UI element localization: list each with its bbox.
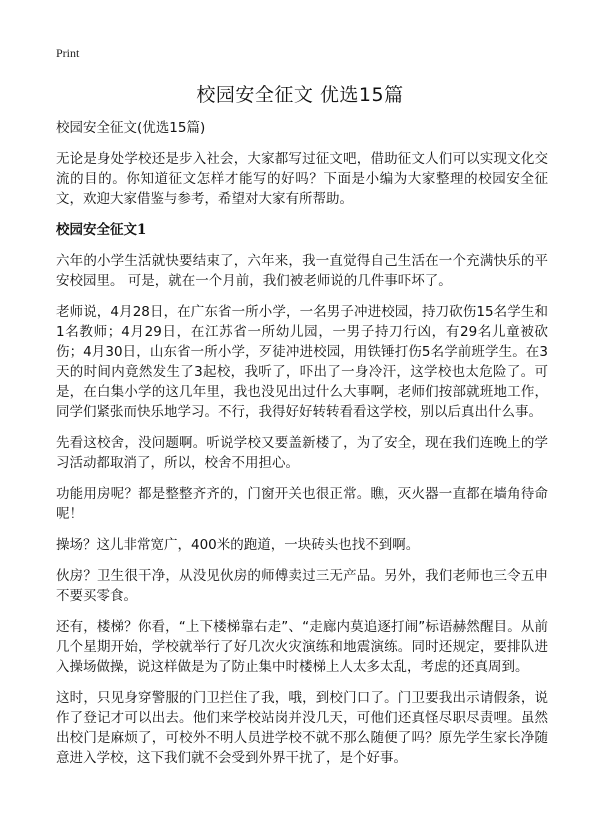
body-paragraph: 老师说，4月28日，在广东省一所小学，一名男子冲进校园，持刀砍伤15名学生和1名教师；4月29日，在江苏省一所幼儿园，一男子持刀行凶，有29名儿童被砍伤；4月30日，山东省一所小学，歹徒冲进校园，用铁锤打伤5名学前班学生。在3天的时间内竟然发生了3起校，我听了，吓出了一身冷汗，这学校也太危险了。可是，在白集小学的这几年里，我也没见出过什么大事啊，老师们按部就班地工作，同学们紧张而快乐地学习。不行，我得好好转转看看这学校，别以后真出什么事。 (56, 304, 548, 420)
page-title: 校园安全征文 优选15篇 (196, 84, 404, 106)
body-paragraph: 功能用房呢？都是整整齐齐的，门窗开关也很正常。瞧，灭火器一直都在墙角待命呢！ (56, 486, 548, 522)
body-paragraph: 还有，楼梯？你看，“上下楼梯靠右走”、“走廊内莫追逐打闹”标语赫然醒目。从前几个星期开始，学校就举行了好几次火灾演练和地震演练。同时还规定，要排队进入操场做操，说这样做是为了防止集中时楼梯上人太多太乱，考虑的还真周到。 (56, 619, 548, 675)
print-link[interactable]: Print (56, 46, 80, 60)
document-body (56, 118, 548, 779)
body-paragraph: 操场？这儿非常宽广，400米的跑道，一块砖头也找不到啊。 (56, 537, 420, 553)
body-paragraph: 伙房？卫生很干净，从没见伙房的师傅卖过三无产品。另外，我们老师也三令五申不要买零食。 (56, 568, 548, 604)
body-paragraph: 六年的小学生活就快要结束了，六年来，我一直觉得自己生活在一个充满快乐的平安校园里。 可是，就在一个月前，我们被老师说的几件事吓坏了。 (56, 253, 548, 289)
body-paragraph: 这时，只见身穿警服的门卫拦住了我，哦，到校门口了。门卫要我出示请假条，说作了登记才可以出去。他们来学校站岗并没几天，可他们还真怪尽职尽责哩。虽然出校门是麻烦了，可校外不明人员进学校不就不那么随便了吗？原先学生家长净随意进入学校，这下我们就不会受到外界干扰了，是个好事。 (56, 690, 548, 766)
document-subtitle: 校园安全征文(优选15篇) (56, 120, 206, 136)
intro-paragraph: 无论是身处学校还是步入社会，大家都写过征文吧，借助征文人们可以实现文化交流的目的。你知道征文怎样才能写的好吗？下面是小编为大家整理的校园安全征文，欢迎大家借鉴与参考，希望对大家有所帮助。 (56, 151, 548, 207)
body-paragraph: 先看这校舍，没问题啊。听说学校又要盖新楼了，为了安全，现在我们连晚上的学习活动都取消了，所以，校舍不用担心。 (56, 435, 548, 471)
section-title: 校园安全征文1 (56, 222, 147, 238)
